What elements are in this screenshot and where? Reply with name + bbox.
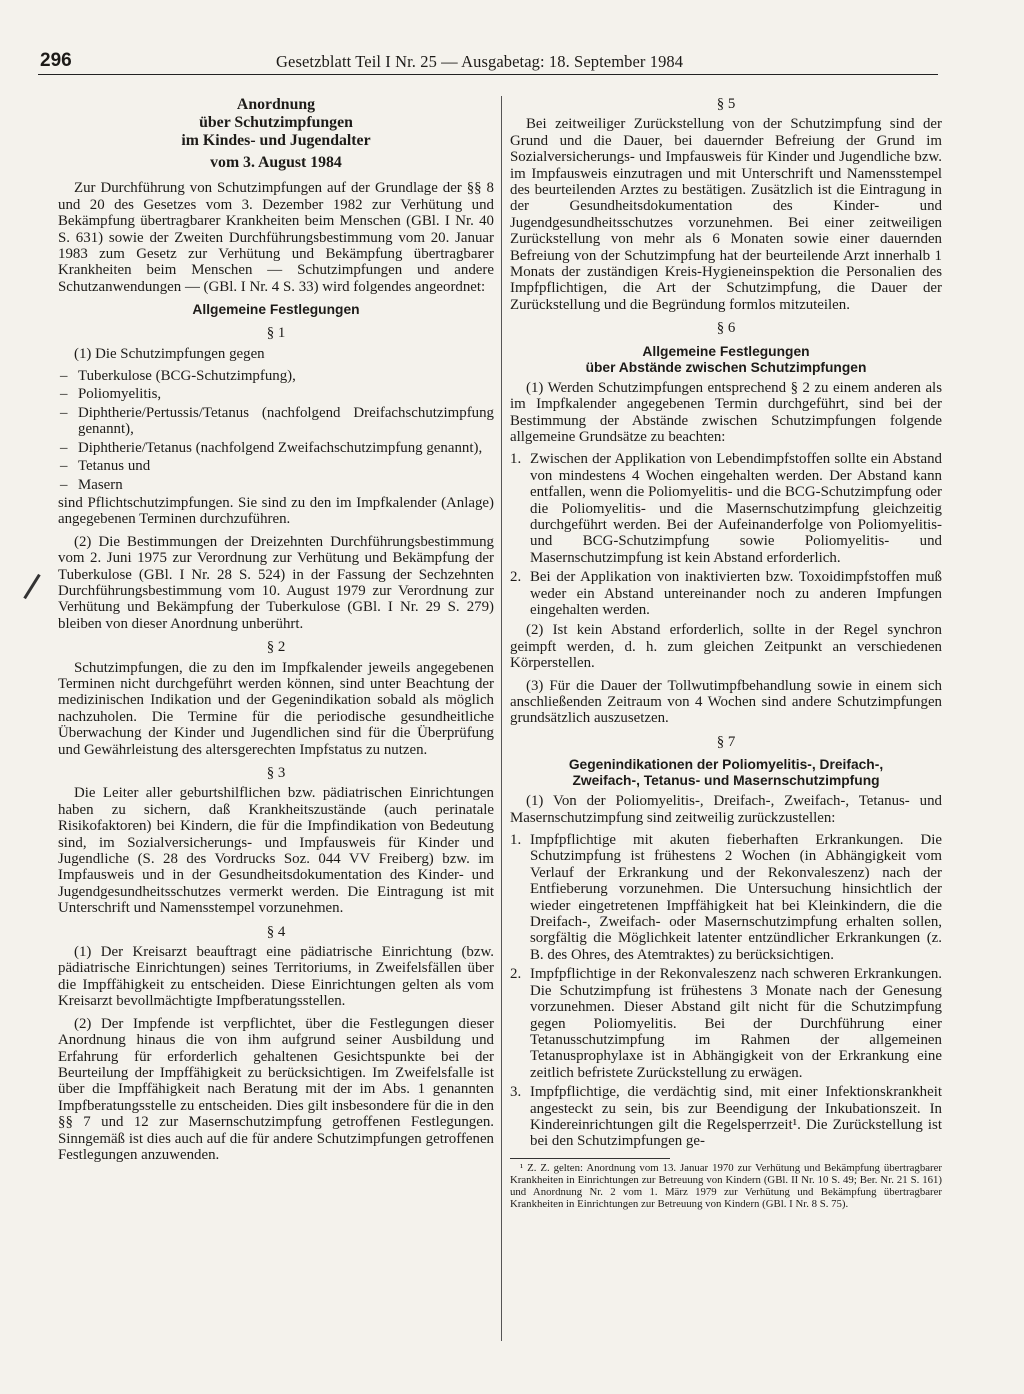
list-item: – Diphtherie/Tetanus (nachfolgend Zweifachschutzimpfung genannt), xyxy=(58,440,494,456)
list-item: – Tetanus und xyxy=(58,458,494,474)
section-4-heading: § 4 xyxy=(266,923,286,940)
footnote-rule xyxy=(510,1158,670,1159)
section-6-intro: (1) Werden Schutzimpfungen entsprechend § 2 zu einem anderen als im Impfkalender angegebenen Termin durchgeführt, sind bei der Bestimmung der Abstände zwischen Schutzimpfungen folgende allgemeine Grundsätze zu beachten: xyxy=(510,379,942,445)
section-4-paragraph-2: (2) Der Impfende ist verpflichtet, über die Festlegungen dieser Anordnung hinaus die von ihm aufgrund seiner Ausbildung und Erfahrung für erforderlich gehaltenen Gesichtspunkte bei der Beurteilung der Impffähigkeit zu berücksichtigen. Im Zweifelsfalle ist über die Impffähigkeit nach Beratung mit der im Abs. 1 genannten Impfberatungsstelle zu entscheiden. Dies gilt insbesondere für die in den §§ 7 und 12 zur Masernschutzimpfung getroffenen Festlegungen. Sinngemäß ist dies auch auf die für andere Schutzimpfungen getroffenen Festlegungen anzuwenden. xyxy=(58,1015,494,1163)
subheading-line: Zweifach-, Tetanus- und Masernschutzimpfung xyxy=(572,773,880,789)
section-7-intro: (1) Von der Poliomyelitis-, Dreifach-, Zweifach-, Tetanus- und Masernschutzimpfung sind zeitweilig zurückzustellen: xyxy=(510,793,942,826)
section-1-intro: (1) Die Schutzimpfungen gegen xyxy=(74,345,265,362)
subheading-general: Allgemeine Festlegungen xyxy=(192,302,360,318)
left-column xyxy=(58,96,494,1169)
section-6-paragraph-2: (2) Ist kein Abstand erforderlich, sollte in der Regel synchron geimpft werden, d. h. zum gleichen Zeitpunkt an verschiedenen Körperstellen. xyxy=(510,622,942,672)
subheading-line: Gegenindikationen der Poliomyelitis-, Dreifach-, xyxy=(568,757,884,773)
list-number: 2. xyxy=(510,569,522,586)
contraindications-list xyxy=(510,832,942,1150)
preamble: Zur Durchführung von Schutzimpfungen auf der Grundlage der §§ 8 und 20 des Gesetzes vom 3. Dezember 1982 zur Verhütung und Bekämpfung übertragbarer Krankheiten beim Menschen (GBl. I Nr. 40 S. 631) sowie der Zweiten Durchführungsbestimmung vom 20. Januar 1983 zum Gesetz zur Verhütung und Bekämpfung übertragbarer Krankheiten beim Menschen — Schutzimpfungen und andere Schutzanwendungen — (GBl. I Nr. 4 S. 33) wird folgendes angeordnet: xyxy=(58,180,494,295)
document-date: vom 3. August 1984 xyxy=(210,154,342,171)
list-item xyxy=(510,451,942,566)
section-7-subheading xyxy=(510,757,942,789)
list-text: Impfpflichtige in der Rekonvaleszenz nach schweren Erkrankungen. Die Schutzimpfung ist frühestens 3 Monate nach der Genesung vorzunehmen. Dieser Abstand gilt nicht für die Schutzimpfung gegen Poliomyelitis. Bei der Durchführung einer Tetanusschutzimpfung im Rahmen der allgemeinen Tetanusprophylaxe ist in Abhängigkeit von der Erkrankung eine zeitlich befristete Zurückstellung zu erwägen. xyxy=(530,966,942,1081)
list-number: 2. xyxy=(510,966,522,983)
section-2-text: Schutzimpfungen, die zu den im Impfkalender jeweils angegebenen Terminen nicht durchgeführt werden können, sind unter Beachtung der medizinischen Indikation und der Gegenindikation sobald als möglich nachzuholen. Die Termine für die periodische gesundheitliche Überwachung der Kinder und Jugendlichen sind für die Überprüfung und Gewährleistung des altersgerechten Impfstatus zu nutzen. xyxy=(58,659,494,758)
section-1-paragraph-2: (2) Die Bestimmungen der Dreizehnten Durchführungsbestimmung vom 2. Juni 1975 zur Verordnung zur Verhütung und Bekämpfung der Tuberkulose (GBl. I Nr. 28 S. 524) in der Fassung der Sechzehnten Durchführungsbestimmung vom 10. August 1979 zur Verordnung zur Verhütung und Bekämpfung der Tuberkulose (GBl. I Nr. 29 S. 279) bleiben von dieser Anordnung unberührt. xyxy=(58,533,494,632)
list-text: Zwischen der Applikation von Lebendimpfstoffen sollte ein Abstand von mindestens 4 Wochen eingehalten werden. Der Abstand kann entfallen, wenn die Poliomyelitis- und die BCG-Schutzimpfung oder die Poliomyelitis- und die Masernschutzimpfung gleichzeitig durchgeführt werden. Bei der Aufeinanderfolge von Poliomyelitis- und BCG-Schutzimpfung sowie Poliomyelitis- und Masernschutzimpfung ist kein Abstand erforderlich. xyxy=(530,451,942,566)
section-6-paragraph-3: (3) Für die Dauer der Tollwutimpfbehandlung sowie in einem sich anschließenden Zeitraum von 4 Wochen sind andere Schutzimpfungen grundsätzlich auszusetzen. xyxy=(510,677,942,727)
list-item xyxy=(510,1084,942,1150)
margin-pencil-mark xyxy=(23,574,40,599)
list-text: Bei der Applikation von inaktivierten bzw. Toxoidimpfstoffen muß weder ein Abstand untereinander noch zu anderen Impfungen eingehalten werden. xyxy=(530,569,942,618)
section-2-heading: § 2 xyxy=(266,639,286,656)
list-text: Impfpflichtige, die verdächtig sind, mit einer Infektionskrankheit angesteckt zu sein, bis zur Beendigung der Inkubationszeit. In Kindereinrichtungen gilt die Regelsperrzeit¹. Die Zurückstellung ist bei den Schutzimpfungen ge- xyxy=(530,1084,942,1150)
page-number: 296 xyxy=(40,50,72,71)
section-1-heading: § 1 xyxy=(266,325,286,342)
list-number: 1. xyxy=(510,832,522,849)
section-4-paragraph-1: (1) Der Kreisarzt beauftragt eine pädiatrische Einrichtung (bzw. pädiatrische Einrichtungen) seines Territoriums, in Zweifelsfällen über die Impffähigkeit zu entscheiden. Diese Einrichtungen gelten als vom Kreisarzt bevollmächtigte Impfberatungsstellen. xyxy=(58,944,494,1010)
list-item: – Tuberkulose (BCG-Schutzimpfung), xyxy=(58,368,494,384)
list-item xyxy=(510,569,942,618)
list-item: – Poliomyelitis, xyxy=(58,386,494,402)
section-6-heading: § 6 xyxy=(716,320,736,337)
title-line: über Schutzimpfungen xyxy=(199,114,353,131)
column-divider xyxy=(501,96,502,1341)
subheading-line: Allgemeine Festlegungen xyxy=(642,343,810,359)
list-text: Impfpflichtige mit akuten fieberhaften Erkrankungen. Die Schutzimpfung ist frühestens 2 Wochen (in Abhängigkeit vom Verlauf der Erkrankung und der Rekonvaleszenz) nach der Entfieberung vorzunehmen. Die Untersuchung hinsichtlich der wieder eingetretenen Impffähigkeit hat bei Kleinkindern, die die Dreifach-, Zweifach- oder Masernschutzimpfung erhalten sollen, sorgfältig die Möglichkeit latenter entzündlicher Erkrankungen (z. B. des Ohres, des Atemtraktes) zu berücksichtigen. xyxy=(530,832,942,963)
subheading-line: über Abstände zwischen Schutzimpfungen xyxy=(585,359,867,375)
list-item xyxy=(510,966,942,1081)
title-line: Anordnung xyxy=(236,96,316,113)
list-item xyxy=(510,832,942,963)
title-line: im Kindes- und Jugendalter xyxy=(181,132,371,149)
footnote: ¹ Z. Z. gelten: Anordnung vom 13. Januar 1970 zur Verhütung und Bekämpfung übertragbarer Krankheiten in Einrichtungen zur Betreuung von Kindern (GBl. II Nr. 10 S. 49; Ber. Nr. 21 S. 161) und Anordnung Nr. 2 vom 1. März 1979 zur Verhütung und Bekämpfung übertragbarer Krankheiten in Einrichtungen zur Betreuung von Kindern (GBl. I Nr. 8 S. 75). xyxy=(510,1161,942,1210)
section-6-subheading xyxy=(510,344,942,376)
section-1-intro-end: sind Pflichtschutzimpfungen. Sie sind zu den im Impfkalender (Anlage) angegebenen Terminen durchzuführen. xyxy=(58,494,494,528)
interval-rules-list xyxy=(510,451,942,618)
vaccination-list xyxy=(58,368,494,493)
list-number: 3. xyxy=(510,1084,522,1101)
section-3-text: Die Leiter aller geburtshilflichen bzw. pädiatrischen Einrichtungen haben zu sichern, daß Krankheitszustände (auch perinatale Risikofaktoren) bei Kindern, die für die Impfindikation von Bedeutung sind, im Sozialversicherungs- und Impfausweis für Kinder und Jugendliche (S. 28 des Vordrucks Soz. 044 VV Freiberg) bzw. im Impfausweis und in der Gesundheitsdokumentation des Kinder- und Jugendgesundheitsschutzes vermerkt werden. Die Eintragung ist mit Unterschrift und Namensstempel vorzunehmen. xyxy=(58,785,494,917)
list-item: – Diphtherie/Pertussis/Tetanus (nachfolgend Dreifachschutzimpfung genannt), xyxy=(58,405,494,438)
right-column xyxy=(510,96,942,1210)
document-title xyxy=(58,96,494,150)
page-header xyxy=(38,46,938,75)
list-item: – Masern xyxy=(58,477,494,493)
section-7-heading: § 7 xyxy=(716,733,736,750)
list-number: 1. xyxy=(510,451,522,468)
section-5-text: Bei zeitweiliger Zurückstellung von der Schutzimpfung sind der Grund und die Dauer, bei dauernder Befreiung der Grund im Sozialversicherungs- und Impfausweis für Kinder und Jugendliche bzw. im Impfausweis einzutragen und mit Unterschrift und Namensstempel des beurteilenden Arztes zu bestätigen. Zusätzlich ist die Eintragung in der Gesundheitsdokumentation des Kinder- und Jugendgesundheitsschutzes vorzunehmen. Bei einer zeitweiligen Zurückstellung von mehr als 6 Monaten sowie einer dauernden Befreiung von der Schutzimpfung hat der beurteilende Arzt innerhalb 1 Monats der zuständigen Kreis-Hygieneinspektion die Personalien des Impfpflichtigen, die Art der Schutzimpfung, die Dauer der Zurückstellung und die Begründung formlos mitzuteilen. xyxy=(510,116,942,313)
section-5-heading: § 5 xyxy=(716,96,736,112)
running-title: Gesetzblatt Teil I Nr. 25 — Ausgabetag: 18. September 1984 xyxy=(276,52,684,71)
section-3-heading: § 3 xyxy=(266,765,286,781)
